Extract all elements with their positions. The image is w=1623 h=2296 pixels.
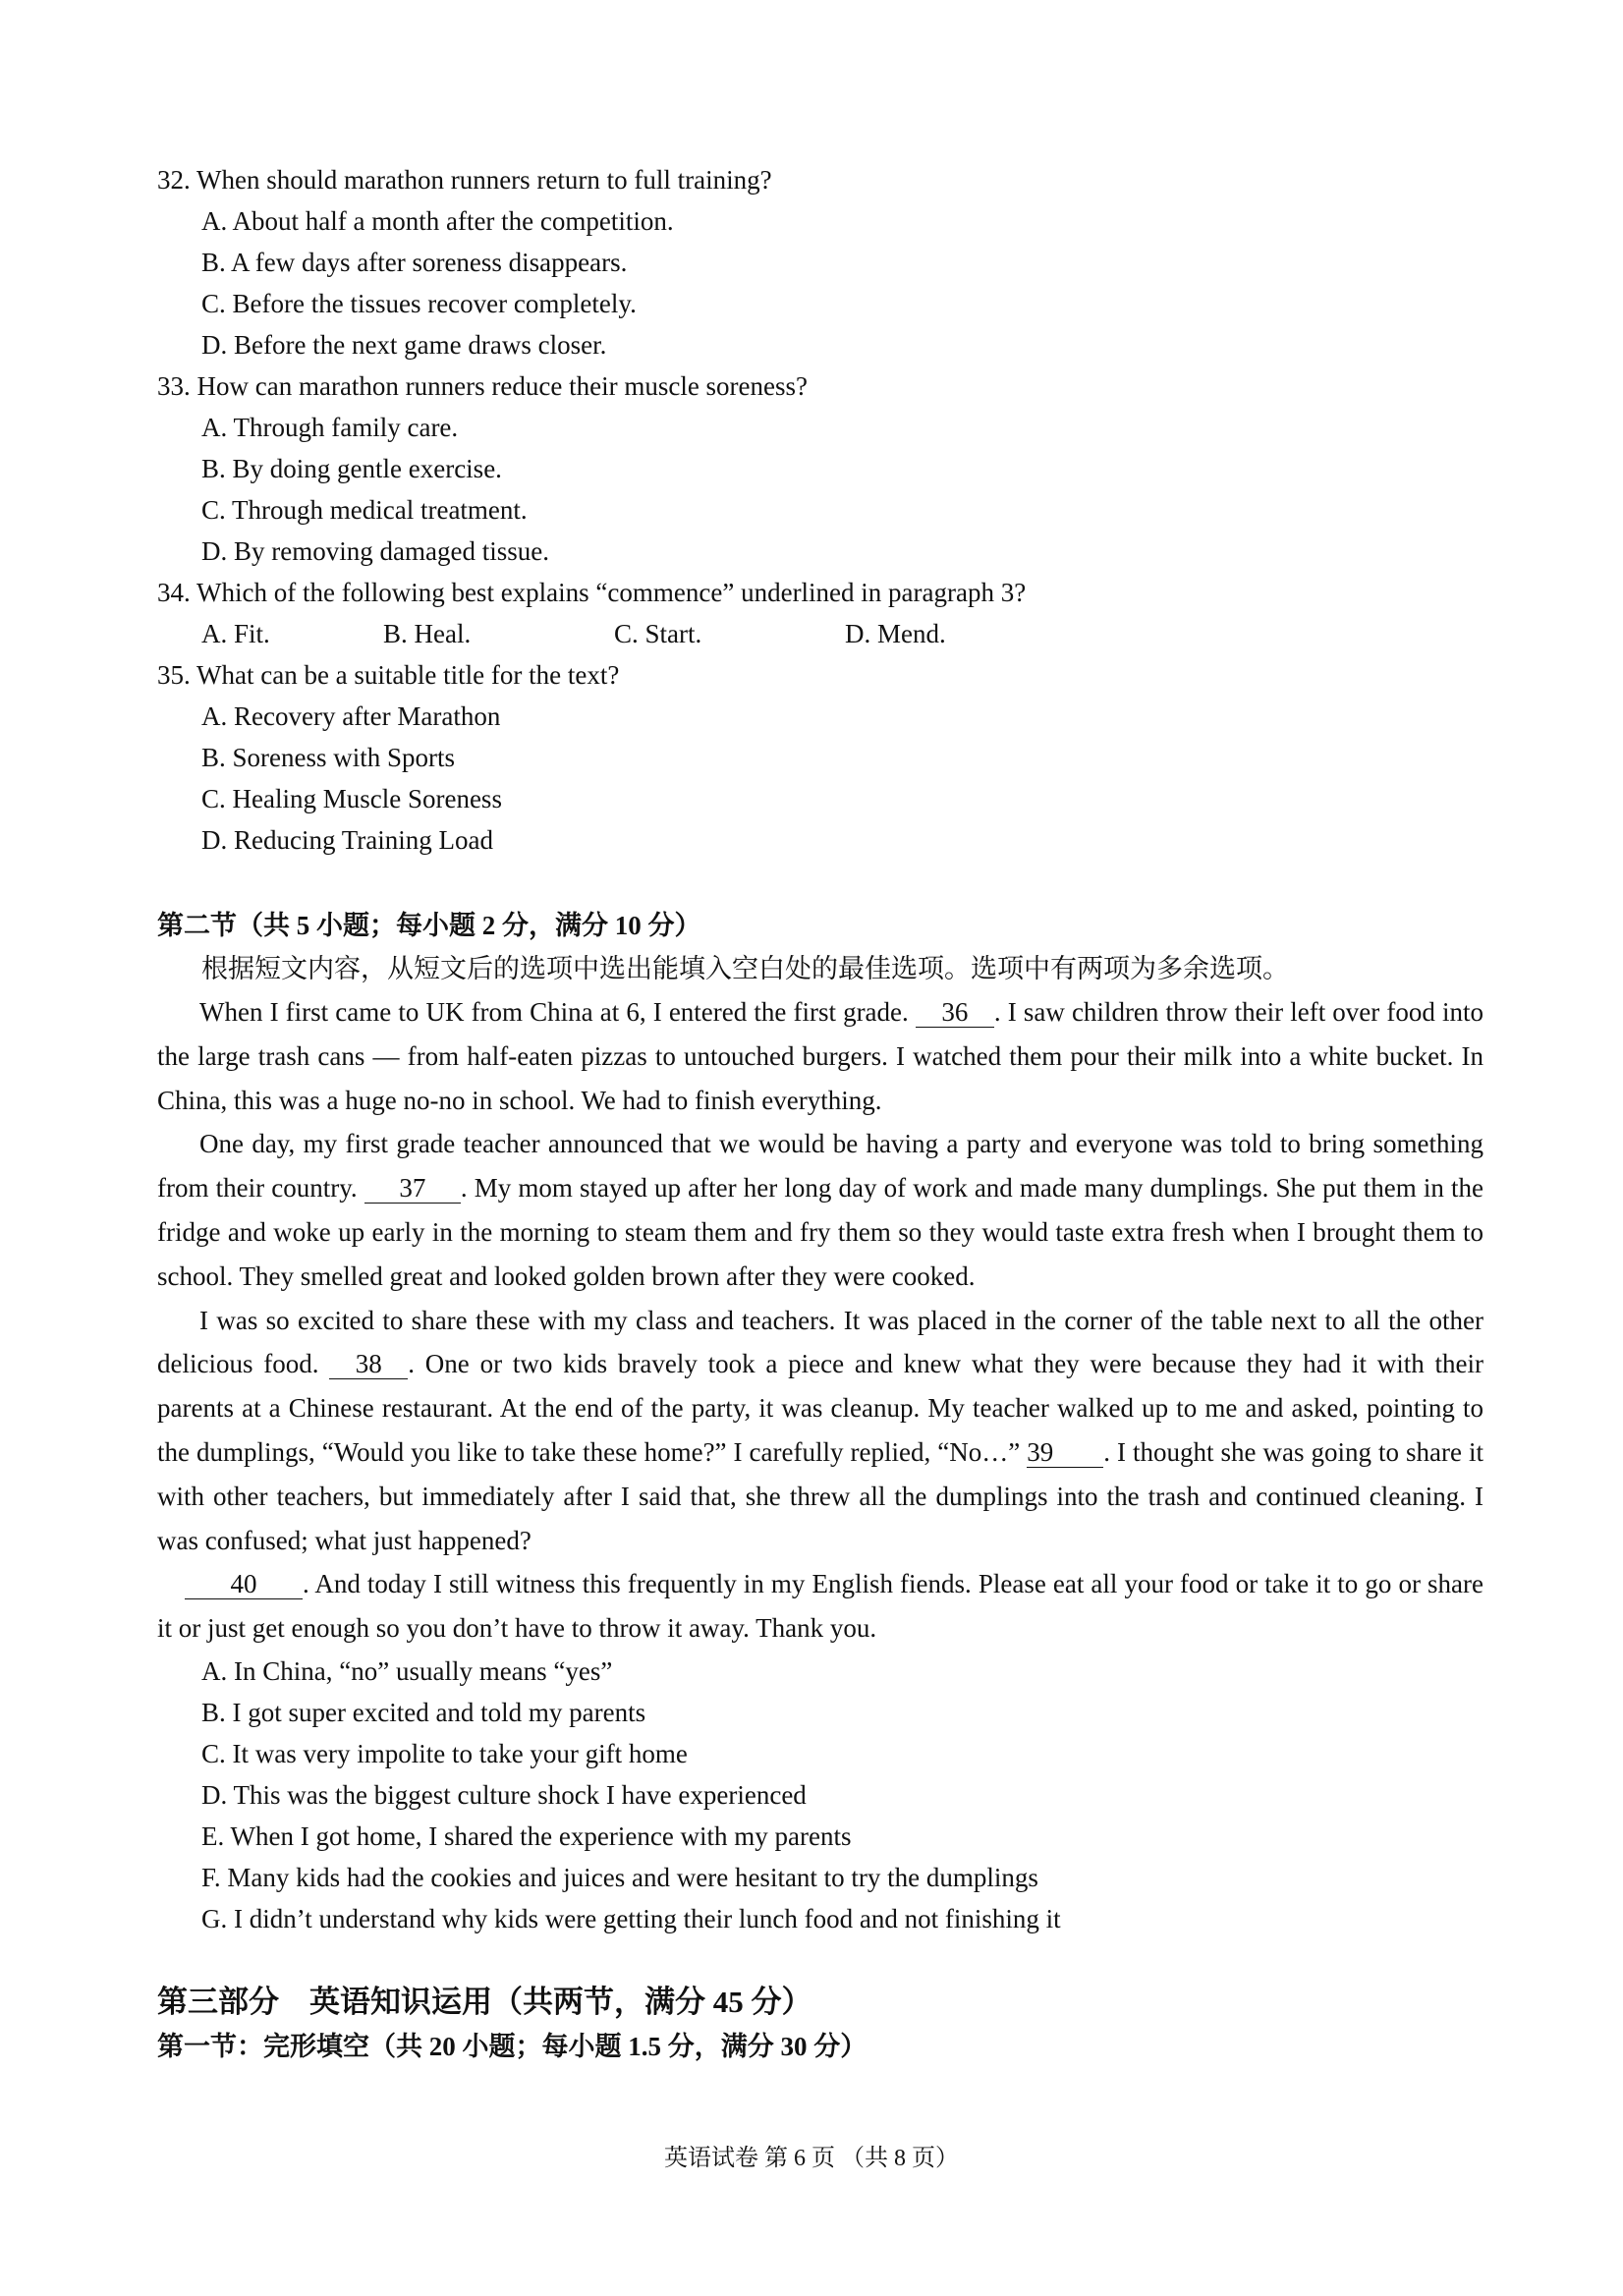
section-heading: 第二节（共 5 小题；每小题 2 分，满分 10 分） <box>157 911 701 940</box>
paragraph-text: . I saw children throw their left over food into the large trash cans — from half-eaten pizzas to untouched burgers. I watched them pour their milk into a white bucket. In China, this was a huge no-no in school. We had to finish everything. <box>157 997 1483 1115</box>
option-a: A. About half a month after the competition. <box>201 206 674 236</box>
option-d: D. Reducing Training Load <box>201 825 493 855</box>
answer-options <box>157 1651 1483 1939</box>
option-b: B. Soreness with Sports <box>201 743 456 772</box>
passage-paragraph-1 <box>157 990 1483 1122</box>
option-b: B. Heal. <box>383 619 472 648</box>
option-a: A. Fit. <box>201 619 270 648</box>
answer-option-e: E. When I got home, I shared the experience with my parents <box>201 1820 852 1851</box>
option-row <box>157 613 1483 654</box>
option-c: C. Start. <box>614 619 702 648</box>
answer-option-g: G. I didn’t understand why kids were getting their lunch food and not finishing it <box>201 1903 1061 1933</box>
paragraph-text: . One or two kids bravely took a piece and knew what they were because they had it with their parents at a Chinese restaurant. At the end of the party, it was cleanup. My teacher walked up to me and asked, pointing to the dumplings, “Would you like to take these home?” I carefully replied, “No…” <box>157 1349 1483 1467</box>
blank-40: 40 <box>185 1569 303 1599</box>
paragraph-text: When I first came to UK from China at 6, I entered the first grade. <box>199 997 916 1027</box>
blank-39: 39 <box>1027 1437 1103 1468</box>
exam-page <box>157 159 1483 2067</box>
subsection-heading: 第一节：完形填空（共 20 小题；每小题 1.5 分，满分 30 分） <box>157 2031 867 2061</box>
blank-37: 37 <box>364 1173 461 1204</box>
option-d: D. Before the next game draws closer. <box>201 330 607 360</box>
question-stem: 34. Which of the following best explains “commence” underlined in paragraph 3? <box>157 578 1027 607</box>
option-b: B. By doing gentle exercise. <box>201 454 502 483</box>
question-35 <box>157 654 1483 861</box>
question-34 <box>157 572 1483 654</box>
part-heading: 第三部分 英语知识运用（共两节，满分 45 分） <box>157 1984 812 2019</box>
question-33 <box>157 365 1483 572</box>
paragraph-text: . And today I still witness this frequently in my English fiends. Please eat all your food or take it to go or share it or just get enough so you don’t have to throw it away. Thank you. <box>157 1569 1483 1644</box>
option-a: A. Recovery after Marathon <box>201 701 501 731</box>
blank-38: 38 <box>329 1349 408 1379</box>
paragraph-text: . I thought she was going to share it with other teachers, but immediately after I said that, she threw all the dumplings into the trash and continued cleaning. I was confused; what just happened? <box>157 1436 1483 1555</box>
option-a: A. Through family care. <box>201 413 459 442</box>
answer-option-b: B. I got super excited and told my parents <box>201 1697 646 1727</box>
option-c: C. Before the tissues recover completely. <box>201 289 637 318</box>
answer-option-c: C. It was very impolite to take your gift home <box>201 1738 688 1768</box>
option-c: C. Healing Muscle Soreness <box>201 784 502 813</box>
paragraph-text: One day, my first grade teacher announced that we would be having a party and everyone was told to bring something from their country. <box>157 1129 1483 1204</box>
answer-option-f: F. Many kids had the cookies and juices and were hesitant to try the dumplings <box>201 1862 1038 1892</box>
passage-paragraph-4 <box>157 1562 1483 1651</box>
page-footer: 英语试卷 第 6 页 （共 8 页） <box>664 2146 959 2171</box>
question-stem: 32. When should marathon runners return to full training? <box>157 165 772 195</box>
passage-paragraph-2 <box>157 1122 1483 1298</box>
section-instruction: 根据短文内容，从短文后的选项中选出能填入空白处的最佳选项。选项中有两项为多余选项。 <box>201 954 1289 983</box>
blank-36: 36 <box>916 997 994 1028</box>
option-d: D. Mend. <box>845 619 946 648</box>
option-d: D. By removing damaged tissue. <box>201 536 549 566</box>
paragraph-text: . My mom stayed up after her long day of work and made many dumplings. She put them in the fridge and woke up early in the morning to steam them and fry them so they would taste extra fresh when I brought them to school. They smelled great and looked golden brown after they were cooked. <box>157 1173 1483 1291</box>
option-b: B. A few days after soreness disappears. <box>201 248 628 277</box>
question-stem: 33. How can marathon runners reduce their muscle soreness? <box>157 371 809 401</box>
paragraph-text: I was so excited to share these with my class and teachers. It was placed in the corner of the table next to all the other delicious food. <box>157 1305 1483 1379</box>
passage-paragraph-3 <box>157 1299 1483 1563</box>
answer-option-a: A. In China, “no” usually means “yes” <box>201 1655 613 1686</box>
answer-option-d: D. This was the biggest culture shock I have experienced <box>201 1779 807 1810</box>
question-stem: 35. What can be a suitable title for the text? <box>157 660 620 690</box>
question-32 <box>157 159 1483 365</box>
option-c: C. Through medical treatment. <box>201 495 528 525</box>
